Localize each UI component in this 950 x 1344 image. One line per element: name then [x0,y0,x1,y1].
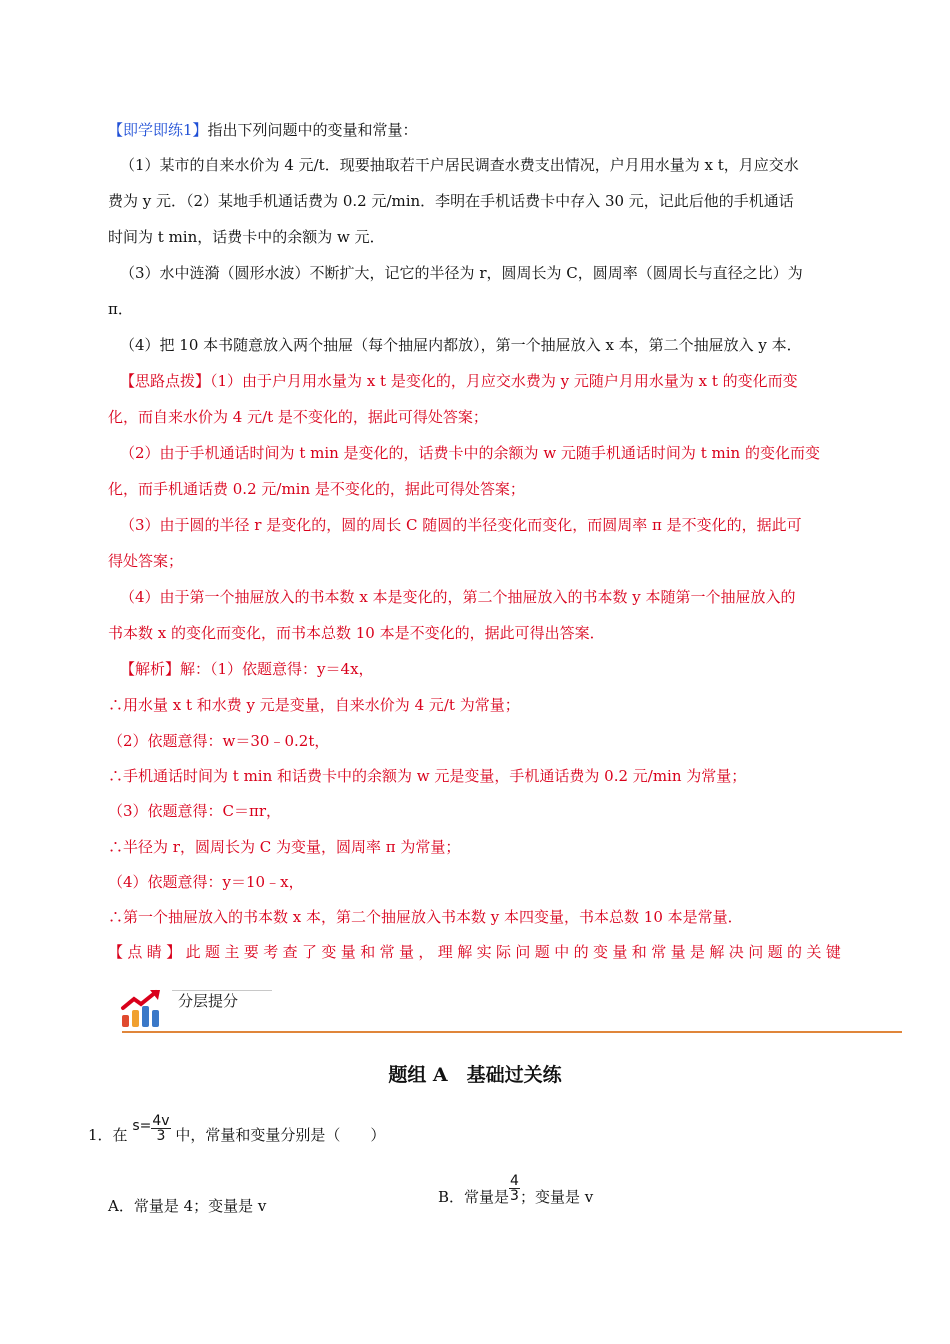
analysis-line4: ∴手机通话时间为 t min 和话费卡中的余额为 w 元是变量，手机通话费为 0.2 元/min 为常量； [108,767,747,785]
hint-line8: 书本数 x 的变化而变化，而书本总数 10 本是不变化的，据此可得出答案． [108,624,605,642]
analysis-line6: ∴半径为 r，圆周长为 C 为变量，圆周率 π 为常量； [108,838,461,856]
practice-intro: 指出下列问题中的变量和常量： [207,121,418,139]
hint-line1: 【思路点拨】（1）由于户月用水量为 x t 是变化的，月应交水费为 y 元随户月用水量为 x t 的变化而变 [120,372,798,390]
comment-line [108,942,864,962]
practice-q3-line2: π． [108,300,133,318]
growth-chart-icon [120,988,164,1028]
practice-q4-line: （4）把 10 本书随意放入两个抽屉（每个抽屉内都放），第一个抽屉放入 x 本，第二个抽屉放入 y 本． [120,336,802,354]
practice-tag: 【即学即练1】 [108,121,208,139]
option-b-fraction: $\frac{4}{3}$ [510,1172,519,1204]
hint-line3: （2）由于手机通话时间为 t min 是变化的，话费卡中的余额为 w 元随手机通话时间为 t min 的变化而变 [120,444,820,462]
question-1 [88,1110,844,1160]
hint-line4: 化，而手机通话费 0.2 元/min 是不变化的，据此可得处答案； [108,480,525,498]
section-title: 题组 A 基础过关练 [388,1064,562,1086]
practice-q2-line: 时间为 t min，话费卡中的余额为 w 元． [108,228,385,246]
analysis-line7: （4）依题意得：y＝10﹣x， [108,873,304,891]
formula-lhs: s= [132,1118,152,1134]
hint-line7: （4）由于第一个抽屉放入的书本数 x 本是变化的，第二个抽屉放入的书本数 y 本随第一个抽屉放入的 [120,588,796,606]
banner-title: 分层提分 [178,992,239,1010]
analysis-tag: 【解析】 [120,660,181,678]
formula-fraction: $\frac{4v}{3}$ [152,1112,170,1144]
practice-q1-line2: 费为 y 元．（2）某地手机通话费为 0.2 元/min．李明在手机话费卡中存入 30 元，记此后他的手机通话 [108,192,794,210]
analysis-line8: ∴第一个抽屉放入的书本数 x 本，第二个抽屉放入书本数 y 本四变量，书本总数 10 本是常量． [108,908,743,926]
practice-heading [108,120,864,140]
hint-line6: 得处答案； [108,552,184,570]
hint-tag: 【思路点拨】 [120,372,211,390]
practice-q1-line1: （1）某市的自来水价为 4 元/t．现要抽取若干户居民调查水费支出情况，户月用水量为 x t，月应交水 [120,156,799,174]
option-a[interactable]: A．常量是 4；变量是 v [108,1197,267,1215]
question-1-number: 1．在 [88,1126,128,1144]
comment-text: 此题主要考查了变量和常量，理解实际问题中的变量和常量是解决问题的关键 [185,943,846,961]
analysis-line3: （2）依题意得：w＝30﹣0.2t， [108,732,330,750]
option-b[interactable]: B．常量是 $\frac{4}{3}$ ；变量是 v [438,1172,594,1206]
question-1-suffix: 中，常量和变量分别是（ ） [175,1126,386,1144]
comment-tag: 【点睛】 [108,943,186,961]
analysis-line2: ∴用水量 x t 和水费 y 元是变量，自来水价为 4 元/t 为常量； [108,696,520,714]
analysis-line5: （3）依题意得：C＝πr， [108,802,282,820]
hint-line5: （3）由于圆的半径 r 是变化的，圆的周长 C 随圆的半径变化而变化，而圆周率 π 是不变化的，据此可 [120,516,802,534]
analysis-line1: 【解析】解：（1）依题意得：y＝4x， [120,660,374,678]
hint-line2: 化，而自来水价为 4 元/t 是不变化的，据此可得处答案； [108,408,488,426]
practice-q3-line1: （3）水中涟漪（圆形水波）不断扩大，记它的半径为 r，圆周长为 C，圆周率（圆周长与直径之比）为 [120,264,803,282]
banner-divider [122,1031,902,1033]
